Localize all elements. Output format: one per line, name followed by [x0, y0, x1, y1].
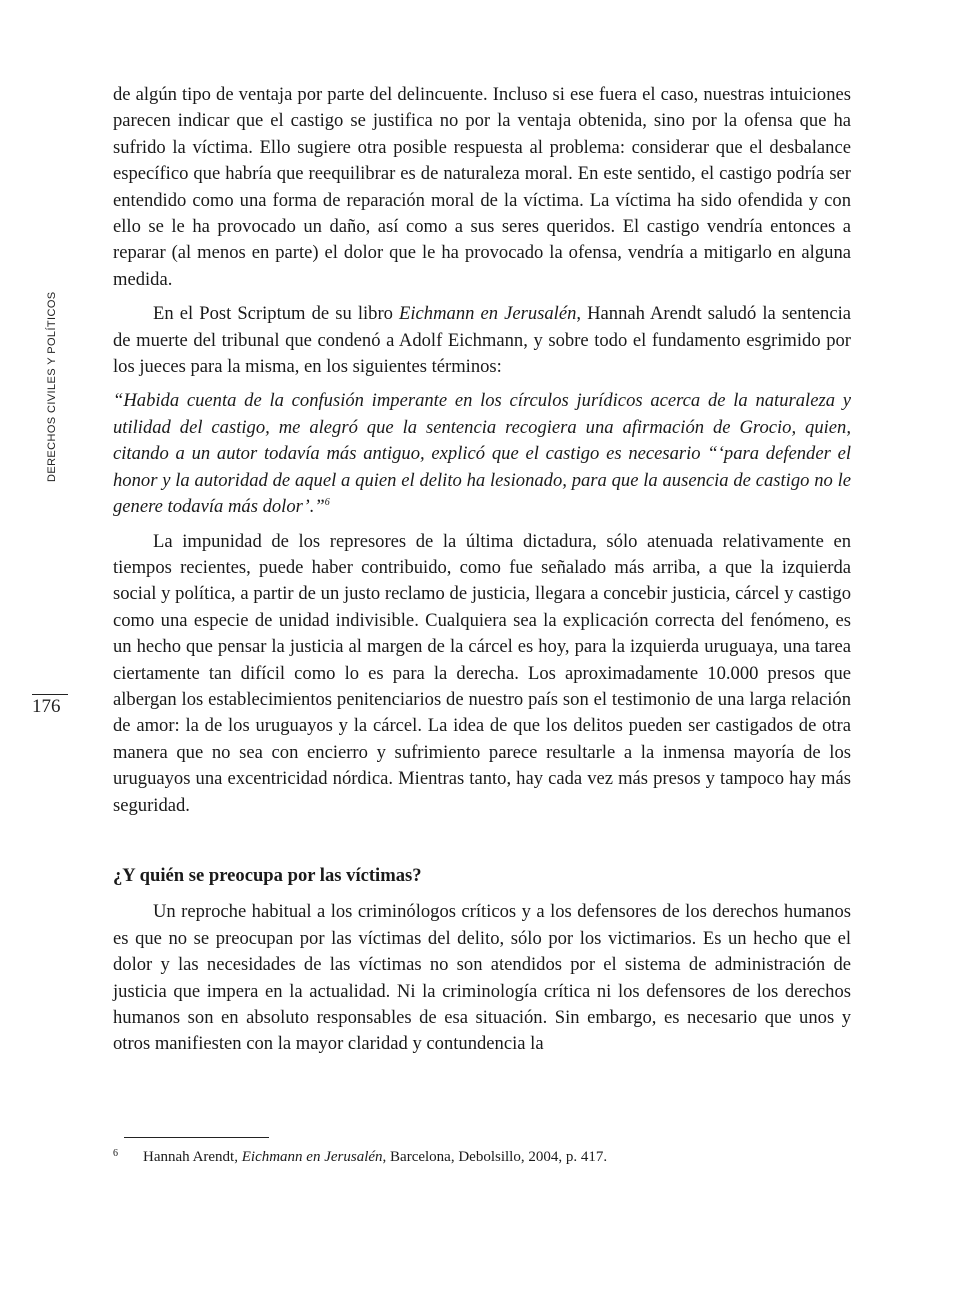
- paragraph-2: [113, 301, 851, 380]
- footnote-title: Eichmann en Jerusalén: [241, 1149, 383, 1165]
- paragraph-2-end: , Hannah Arendt saludó la sentencia de muerte del tribunal que condenó a Adolf Eichmann, y sobre todo el fundamento esgrimido por los jueces para la misma, en los siguientes términos:: [113, 303, 851, 378]
- section-heading: ¿Y quién se preocupa por las víctimas?: [113, 864, 422, 886]
- paragraph-2-start: En el Post Scriptum de su libro: [153, 303, 400, 325]
- paragraph-3: La impunidad de los represores de la última dictadura, sólo atenuada relativamente en tiempos recientes, puede haber contribuido, como fue señalado más arriba, a que la izquierda social y política, a partir de un justo reclamo de justicia, llegara a concebir justicia, cárcel y castigo como una especie de unidad indivisible. Cualquiera sea la explicación correcta del fenómeno, es un hecho que pensar la justicia al margen de la cárcel es hoy, para la izquierda uruguaya, una tarea ciertamente tan difícil como lo es para la derecha. Los aproximadamente 10.000 presos que albergan los establecimientos penitenciarios de nuestro país son el testimonio de una larga relación de amor: la de los uruguayos y la cárcel. La idea de que los delitos pueden ser castigados de otra manera que no sea con encierro y sufrimiento parece resultarle a la inmensa mayoría de los uruguayos una excentricidad nórdica. Mientras tanto, hay cada vez más presos y tampoco hay más seguridad.: [113, 530, 851, 816]
- footnote-details: , Barcelona, Debolsillo, 2004, p. 417.: [382, 1149, 608, 1165]
- quote-text: “Habida cuenta de la confusión imperante en los círculos jurídicos acerca de la naturaleza y utilidad del castigo, me alegró que la sentencia recogiera una afirmación de Grocio, quien, citando a un autor todavía más antiguo, explicó que el castigo es necesario “‘para defender el honor y la autoridad de aquel a quien el delito ha lesionado, para que la ausencia de castigo no le genere todavía más dolor’.”: [113, 390, 851, 518]
- footnote-reference: 6: [324, 496, 330, 508]
- page-number-rule: [32, 694, 68, 695]
- paragraph-1: de algún tipo de ventaja por parte del delincuente. Incluso si ese fuera el caso, nuestras intuiciones parecen indicar que el castigo se justifica no por la ventaja obtenida, sino por la ofensa que ha sufrido la víctima. Ello sugiere otra posible respuesta al problema: considerar que el desbalance específico que habría que reequilibrar es de naturaleza moral. En este sentido, el castigo podría ser entendido como una forma de reparación moral de la víctima. La víctima ha sido ofendida y con ello se le ha provocado un daño, así como a sus seres queridos. El castigo vendría entonces a reparar (al menos en parte) el dolor que le ha provocado la ofensa, vendría a mitigarlo en alguna medida.: [113, 84, 851, 290]
- footnote-author: Hannah Arendt,: [143, 1149, 242, 1165]
- paragraph-4: Un reproche habitual a los criminólogos críticos y a los defensores de los derechos humanos es que no se preocupan por las víctimas del delito, sólo por los victimarios. Es un hecho que el dolor y las necesidades de las víctimas no son atendidos por el sistema de administración de justicia que impera en la actualidad. Ni la criminología crítica ni los defensores de los derechos humanos son en absoluto responsables de esa situación. Sin embargo, es necesario que unos y otros manifiesten con la mayor claridad y contundencia la: [113, 901, 851, 1055]
- body-text: [113, 82, 851, 1066]
- page-number: 176: [32, 696, 61, 717]
- footnote-separator: [124, 1137, 269, 1138]
- running-side-title: DERECHOS CIVILES Y POLÍTICOS: [46, 291, 58, 482]
- block-quote: [113, 388, 851, 520]
- footnote: [113, 1147, 607, 1167]
- book-title: Eichmann en Jerusalén: [399, 303, 577, 325]
- footnote-mark: 6: [113, 1148, 118, 1159]
